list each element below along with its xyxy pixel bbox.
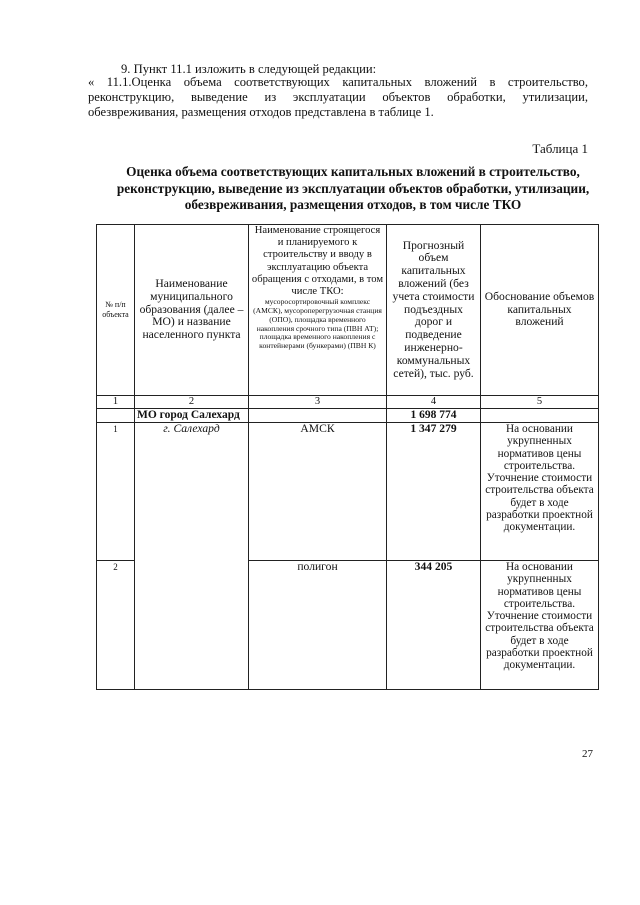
row-settlement: г. Салехард	[135, 423, 249, 690]
empty-cell	[249, 409, 387, 423]
header-object-name-main: Наименование строящегося и планируемого к строительству и вводу в эксплуатацию объекта обращения с отходами, в том числе ТКО:	[251, 225, 384, 298]
column-numbering-row	[97, 396, 599, 409]
capital-investment-table	[96, 224, 599, 690]
row-amount: 344 205	[387, 561, 481, 690]
row-justification: На основании укрупненных нормативов цены строительства. Уточнение стоимости строительства объекта будет в ходе разработки проектной документации.	[481, 423, 599, 561]
column-number: 1	[97, 396, 135, 409]
row-object: полигон	[249, 561, 387, 690]
table-title: Оценка объема соответствующих капитальных вложений в строительство, реконструкцию, выведение из эксплуатации объектов обработки, утилизации, обезвреживания, размещения отходов, в том числе ТКО	[116, 164, 590, 212]
row-index: 1	[97, 423, 135, 561]
paragraph-item-9: 9. Пункт 11.1 изложить в следующей редакции:	[121, 62, 377, 76]
header-object-name	[249, 225, 387, 396]
page-number: 27	[582, 748, 593, 760]
header-object-number: № п/п объекта	[97, 225, 135, 396]
table-label: Таблица 1	[532, 141, 588, 156]
row-index: 2	[97, 561, 135, 690]
table-row	[97, 423, 599, 561]
table-header-row	[97, 225, 599, 396]
header-justification: Обоснование объемов капитальных вложений	[481, 225, 599, 396]
column-number: 4	[387, 396, 481, 409]
municipality-row	[97, 409, 599, 423]
header-object-name-legend: мусоросортировочный комплекс (АМСК), мусороперегрузочная станция (ОПО), площадка временного накопления срочного типа (ПВН АТ); площадка временного накопления с контейнерами (бункерами) (ПВН К)	[253, 297, 382, 351]
column-number: 2	[135, 396, 249, 409]
row-object: АМСК	[249, 423, 387, 561]
municipality-name: МО город Салехард	[135, 409, 249, 423]
municipality-total: 1 698 774	[387, 409, 481, 423]
column-number: 5	[481, 396, 599, 409]
header-municipality: Наименование муниципального образования (далее – МО) и название населенного пункта	[135, 225, 249, 396]
empty-cell	[481, 409, 599, 423]
paragraph-item-11-1: « 11.1.Оценка объема соответствующих капитальных вложений в строительство, реконструкцию, выведение из эксплуатации объектов обработки, утилизации, обезвреживания, размещения отходов представлена в таблице 1.	[88, 75, 588, 119]
row-amount: 1 347 279	[387, 423, 481, 561]
column-number: 3	[249, 396, 387, 409]
empty-cell	[97, 409, 135, 423]
header-forecast-investment: Прогнозный объем капитальных вложений (без учета стоимости подъездных дорог и подведение инженерно-коммунальных сетей), тыс. руб.	[387, 225, 481, 396]
row-justification: На основании укрупненных нормативов цены строительства. Уточнение стоимости строительства объекта будет в ходе разработки проектной документации.	[481, 561, 599, 690]
